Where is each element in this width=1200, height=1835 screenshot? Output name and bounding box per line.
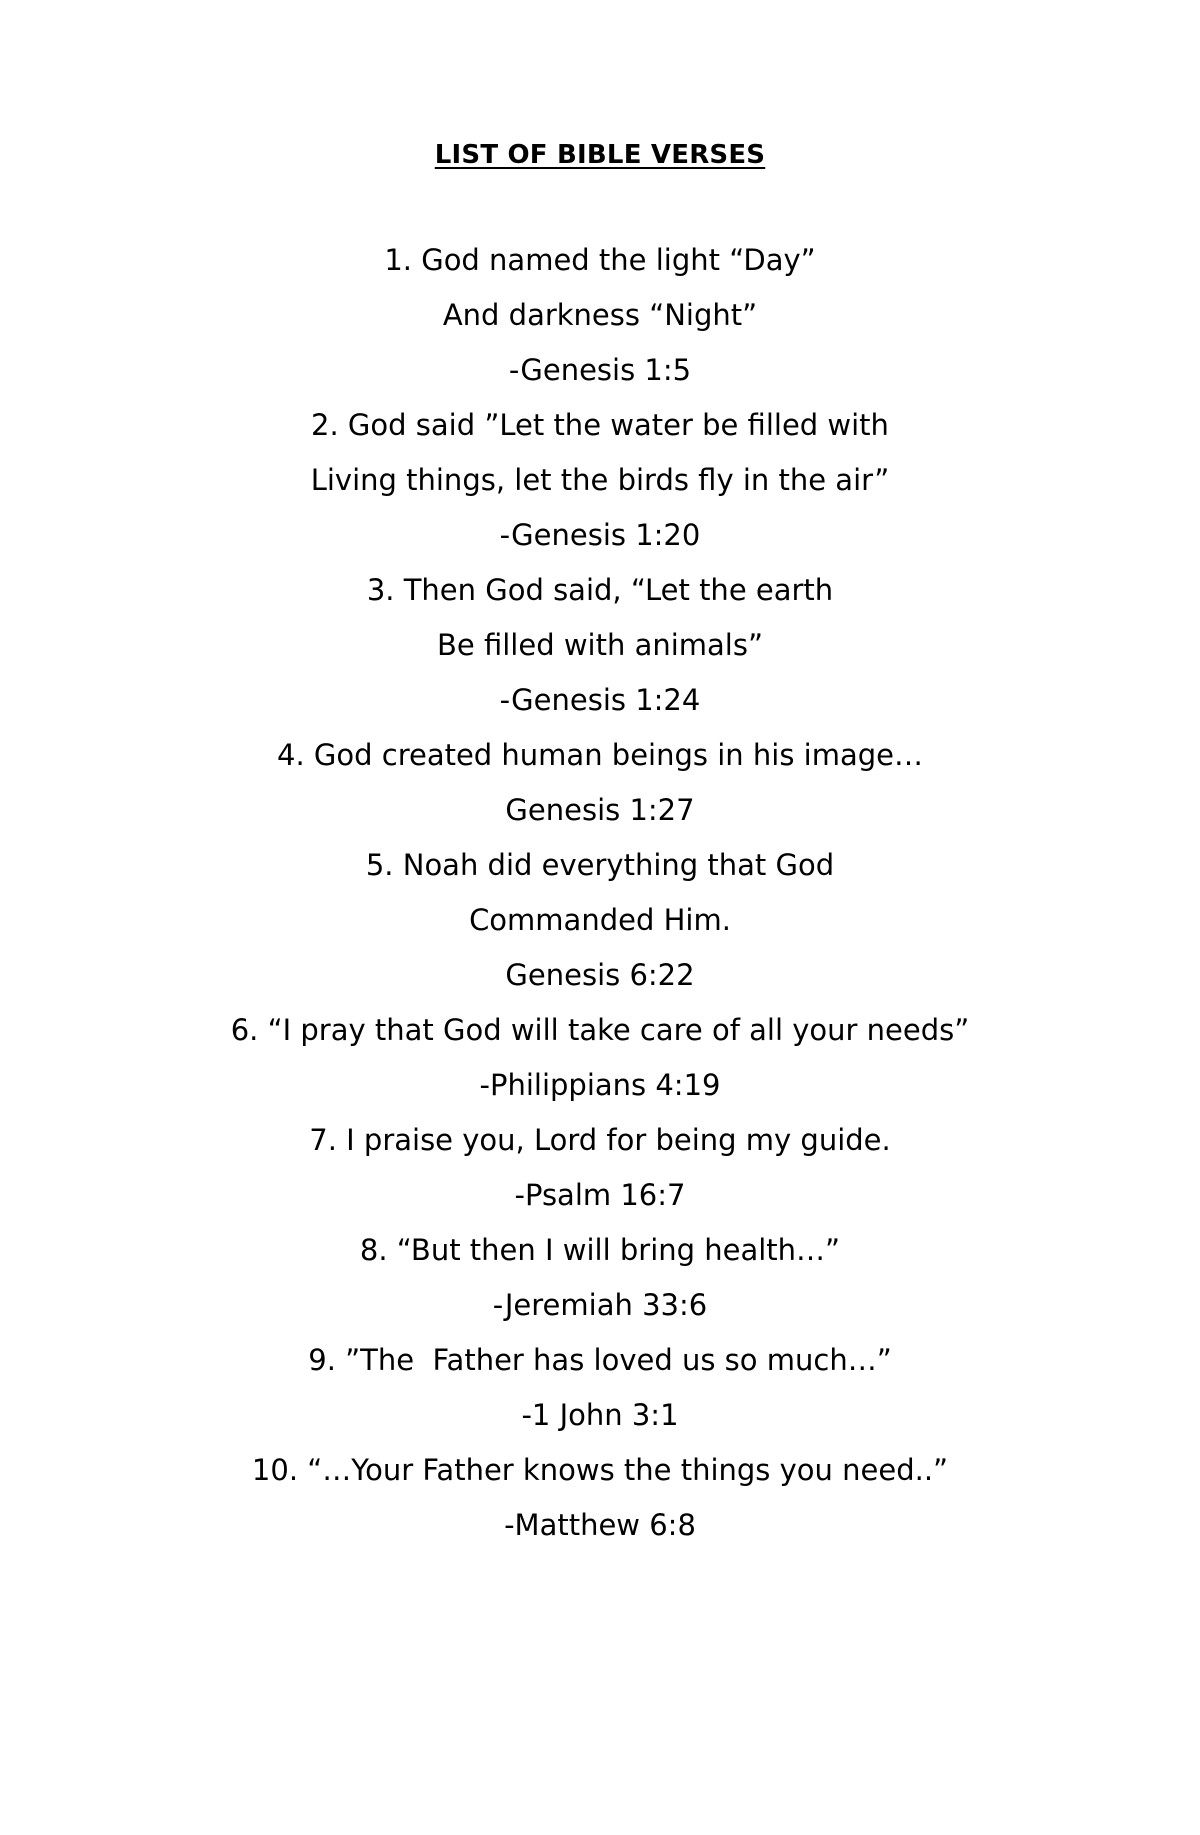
verse-line: 3. Then God said, “Let the earth bbox=[366, 573, 834, 607]
verse-line: 10. “…Your Father knows the things you need..” bbox=[251, 1453, 949, 1487]
verse-line: 1. God named the light “Day” bbox=[384, 243, 816, 277]
verse-line: Living things, let the birds fly in the air” bbox=[310, 463, 890, 497]
page-title: LIST OF BIBLE VERSES bbox=[434, 140, 766, 170]
verse-reference: -Psalm 16:7 bbox=[514, 1178, 686, 1212]
verse-line: 9. ”The Father has loved us so much…” bbox=[308, 1343, 892, 1377]
verse-reference: -Genesis 1:20 bbox=[499, 518, 701, 552]
verse-list bbox=[0, 238, 1200, 1558]
verse-reference: -Jeremiah 33:6 bbox=[492, 1288, 708, 1322]
verse-reference: -1 John 3:1 bbox=[521, 1398, 679, 1432]
verse-reference: -Genesis 1:24 bbox=[499, 683, 701, 717]
verse-reference: -Philippians 4:19 bbox=[479, 1068, 721, 1102]
verse-line: 6. “I pray that God will take care of all your needs” bbox=[230, 1013, 970, 1047]
verse-reference: Genesis 1:27 bbox=[505, 793, 695, 827]
verse-reference: -Matthew 6:8 bbox=[504, 1508, 696, 1542]
verse-line: Be filled with animals” bbox=[437, 628, 763, 662]
verse-line: 2. God said ”Let the water be filled with bbox=[311, 408, 889, 442]
verse-reference: -Genesis 1:5 bbox=[508, 353, 692, 387]
verse-line: 8. “But then I will bring health…” bbox=[359, 1233, 841, 1267]
verse-line: 7. I praise you, Lord for being my guide. bbox=[309, 1123, 891, 1157]
verse-line: 5. Noah did everything that God bbox=[365, 848, 835, 882]
verse-line: And darkness “Night” bbox=[442, 298, 758, 332]
verse-reference: Genesis 6:22 bbox=[505, 958, 695, 992]
verse-line: 4. God created human beings in his image… bbox=[277, 738, 923, 772]
verse-line: Commanded Him. bbox=[469, 903, 731, 937]
